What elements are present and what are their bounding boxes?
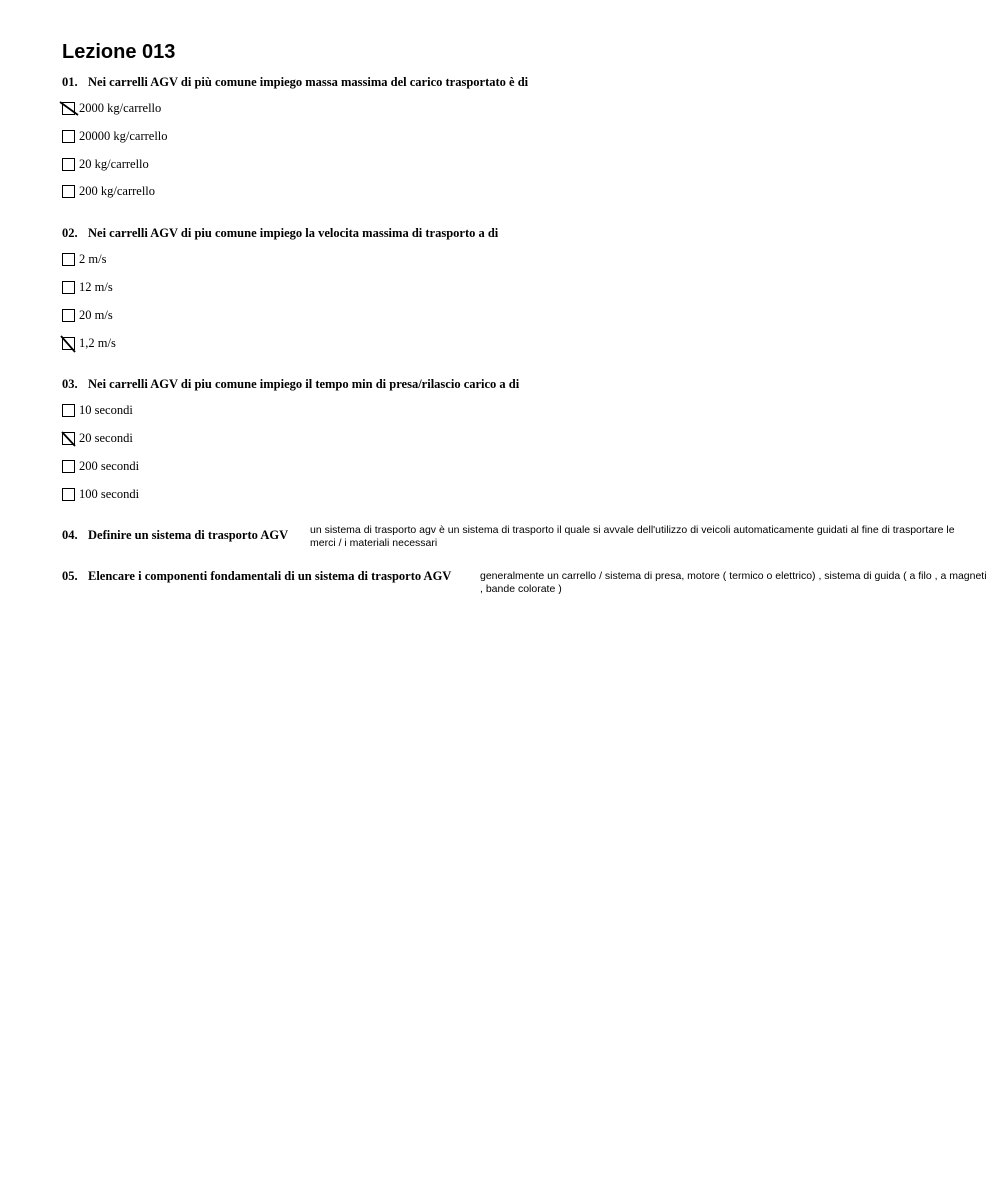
checkbox[interactable]	[62, 404, 75, 417]
option-label: 1,2 m/s	[79, 335, 116, 350]
answer-text-05: generalmente un carrello / sistema di presa, motore ( termico o elettrico) , sistema di guida ( a filo , a magneti , bande colorate )	[480, 570, 987, 595]
option-q02-a[interactable]	[62, 251, 106, 267]
option-label: 2000 kg/carrello	[79, 100, 162, 115]
checkbox-checked[interactable]	[62, 102, 75, 115]
check-mark-icon	[60, 430, 79, 449]
option-label: 200 kg/carrello	[79, 183, 156, 198]
option-q01-d[interactable]	[62, 183, 155, 199]
answer-text-04: un sistema di trasporto agv è un sistema di trasporto il quale si avvale dell'utilizzo di veicoli automaticamente guidati al fine di trasportare le merci / i materiali necessari	[310, 524, 955, 549]
question-text: Definire un sistema di trasporto AGV	[88, 528, 289, 542]
option-label: 10 secondi	[79, 402, 133, 417]
checkbox[interactable]	[62, 130, 75, 143]
checkbox[interactable]	[62, 488, 75, 501]
option-q01-a[interactable]	[62, 100, 161, 116]
option-q03-a[interactable]	[62, 402, 133, 418]
question-01	[62, 74, 528, 90]
option-label: 20 m/s	[79, 307, 113, 322]
question-number: 04.	[62, 528, 78, 542]
question-05	[62, 568, 451, 584]
question-text: Nei carrelli AGV di piu comune impiego il tempo min di presa/rilascio carico a di	[88, 377, 520, 391]
question-number: 05.	[62, 569, 78, 583]
option-q03-d[interactable]	[62, 486, 139, 502]
question-number: 01.	[62, 75, 78, 89]
option-q02-b[interactable]	[62, 279, 113, 295]
question-number: 03.	[62, 377, 78, 391]
checkbox[interactable]	[62, 158, 75, 171]
option-label: 20 kg/carrello	[79, 156, 149, 171]
question-02	[62, 225, 498, 241]
checkbox-checked[interactable]	[62, 337, 75, 350]
checkbox[interactable]	[62, 460, 75, 473]
option-q03-c[interactable]	[62, 458, 139, 474]
page-title: Lezione 013	[62, 41, 176, 63]
option-q02-d[interactable]	[62, 335, 116, 351]
question-04	[62, 527, 288, 543]
question-text: Nei carrelli AGV di più comune impiego massa massima del carico trasportato è di	[88, 75, 529, 89]
option-label: 100 secondi	[79, 486, 140, 501]
option-q03-b[interactable]	[62, 430, 133, 446]
option-label: 12 m/s	[79, 279, 113, 294]
option-label: 200 secondi	[79, 458, 140, 473]
option-label: 20 secondi	[79, 430, 133, 445]
question-number: 02.	[62, 226, 78, 240]
option-q01-b[interactable]	[62, 128, 168, 144]
option-label: 2 m/s	[79, 251, 107, 266]
check-mark-icon	[60, 100, 79, 119]
question-text: Nei carrelli AGV di piu comune impiego la velocita massima di trasporto a di	[88, 226, 499, 240]
checkbox[interactable]	[62, 281, 75, 294]
checkbox[interactable]	[62, 253, 75, 266]
checkbox-checked[interactable]	[62, 432, 75, 445]
question-text: Elencare i componenti fondamentali di un sistema di trasporto AGV	[88, 569, 452, 583]
checkbox[interactable]	[62, 185, 75, 198]
option-q02-c[interactable]	[62, 307, 113, 323]
option-q01-c[interactable]	[62, 156, 149, 172]
checkbox[interactable]	[62, 309, 75, 322]
option-label: 20000 kg/carrello	[79, 128, 168, 143]
check-mark-icon	[60, 335, 79, 354]
question-03	[62, 376, 519, 392]
